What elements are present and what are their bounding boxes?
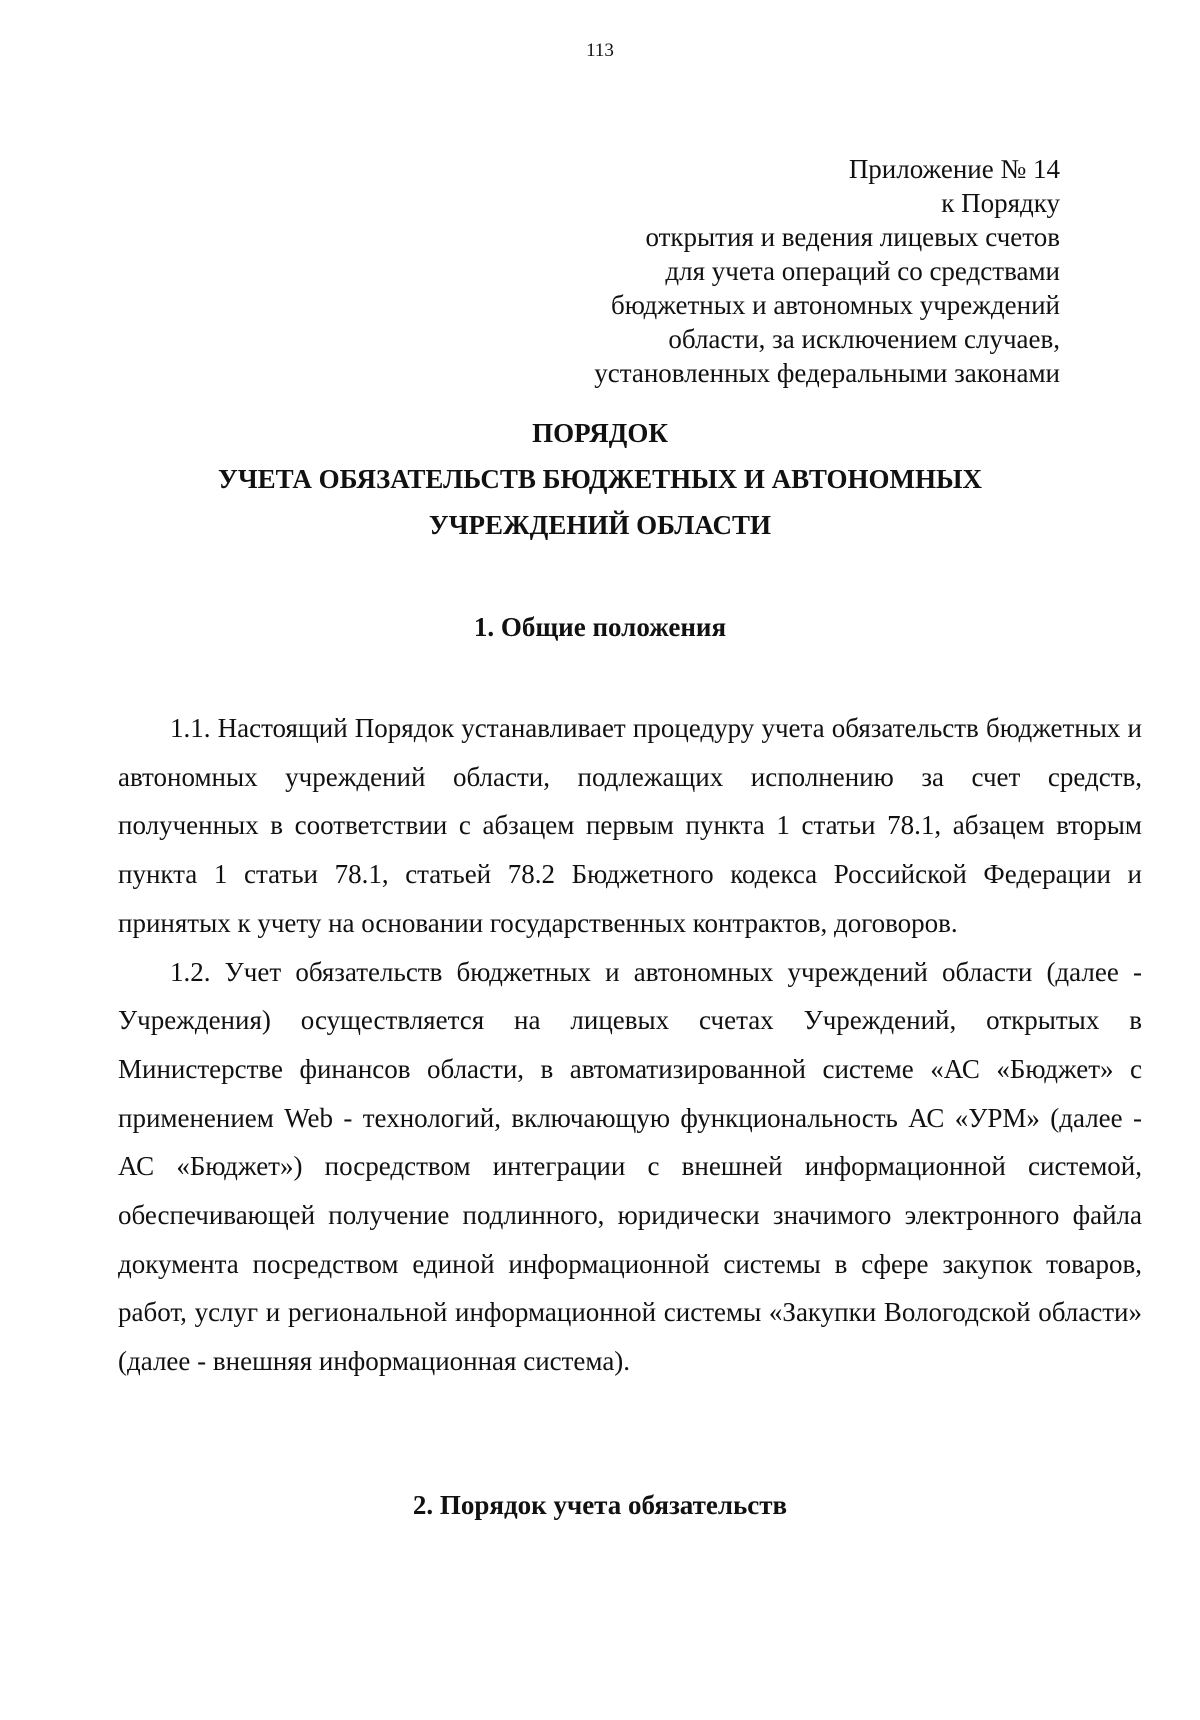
appendix-line: установленных федеральными законами [594, 358, 1060, 388]
appendix-line: для учета операций со средствами [665, 256, 1060, 286]
appendix-line: бюджетных и автономных учреждений [610, 290, 1060, 320]
paragraph-1-1: 1.1. Настоящий Порядок устанавливает процедуру учета обязательств бюджетных и автономных учреждений области, подлежащих исполнению за счет средств, полученных в соответствии с абзацем первым пункта 1 статьи 78.1, абзацем вторым пункта 1 статьи 78.1, статьей 78.2 Бюджетного кодекса Российской Федерации и принятых к учету на основании государственных контрактов, договоров. [118, 713, 1142, 938]
appendix-line: области, за исключением случаев, [668, 324, 1060, 354]
appendix-line: к Порядку [941, 188, 1060, 218]
title-line: УЧРЕЖДЕНИЙ ОБЛАСТИ [428, 510, 772, 540]
appendix-line: Приложение № 14 [848, 154, 1060, 184]
section-1-heading: 1. Общие положения [473, 612, 727, 642]
appendix-reference [420, 152, 1060, 390]
document-title [0, 410, 1200, 548]
section-2-heading: 2. Порядок учета обязательств [412, 1490, 788, 1520]
page-number: 113 [586, 40, 614, 61]
paragraph-1-2: 1.2. Учет обязательств бюджетных и автономных учреждений области (далее - Учреждения) осуществляется на лицевых счетах Учреждений, открытых в Министерстве финансов области, в автоматизированной системе «АС «Бюджет» с применением Web - технологий, включающую функциональность АС «УРМ» (далее - АС «Бюджет») посредством интеграции с внешней информационной системой, обеспечивающей получение подлинного, юридически значимого электронного файла документа посредством единой информационной системы в сфере закупок товаров, работ, услуг и региональной информационной системы «Закупки Вологодской области» (далее - внешняя информационная система). [118, 956, 1142, 1377]
appendix-line: открытия и ведения лицевых счетов [645, 222, 1060, 252]
title-line: ПОРЯДОК [532, 418, 668, 448]
section-1-body [118, 704, 1142, 1386]
title-line: УЧЕТА ОБЯЗАТЕЛЬСТВ БЮДЖЕТНЫХ И АВТОНОМНЫХ [218, 464, 982, 494]
